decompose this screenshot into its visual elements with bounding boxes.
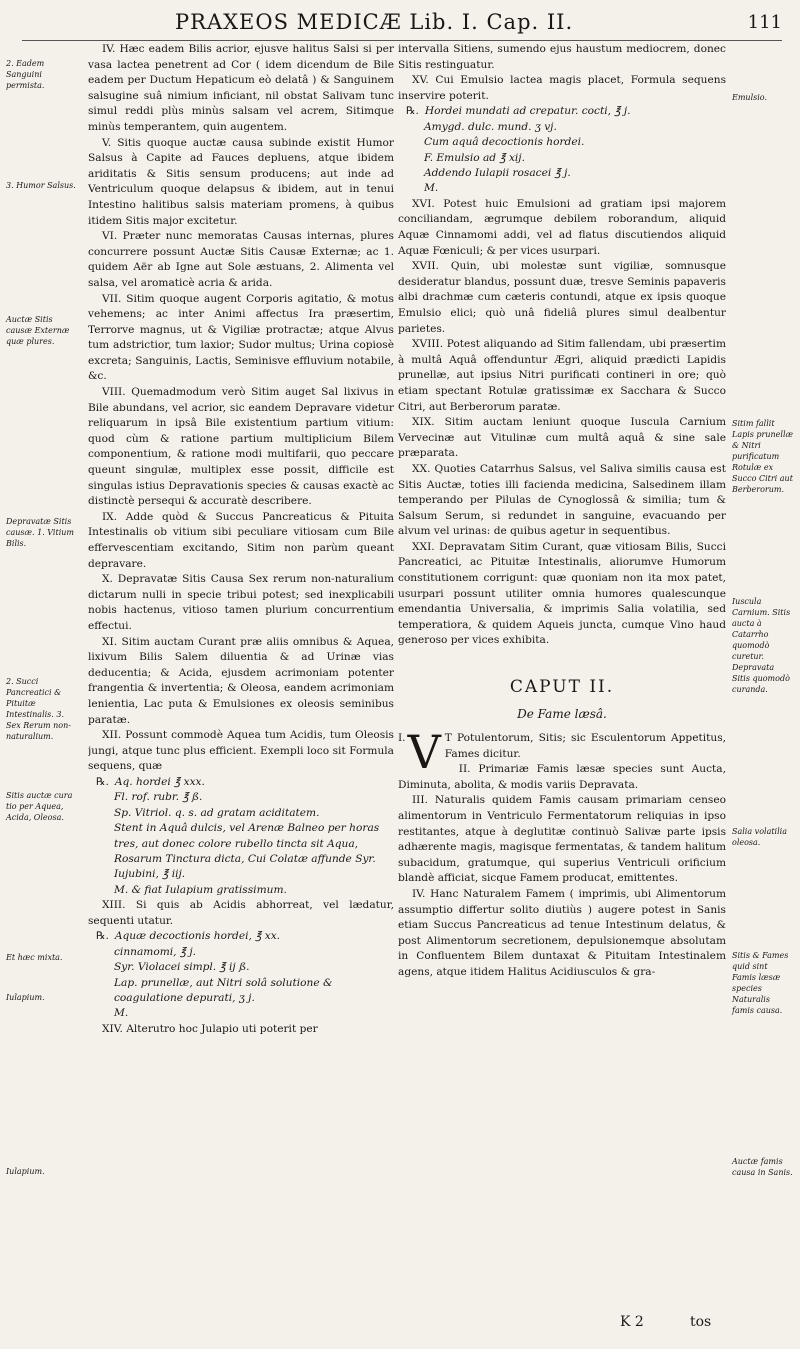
paragraph bbox=[88, 292, 394, 386]
margin-note: Sitis auctæ cura tio per Aquea, Acida, Oleosa. bbox=[6, 791, 73, 822]
paragraph-text: II. Primariæ Famis læsæ species sunt Aucta, Diminuta, abolita, & modis variis Depravata. bbox=[398, 763, 726, 791]
paragraph-text: XII. Possunt commodè Aquea tum Acidis, tum Oleosis jungi, atque tunc plus efficient. Exempli loco sit Formula sequens, quæ bbox=[88, 729, 394, 773]
formula-text: M. bbox=[114, 1007, 129, 1020]
header-rule bbox=[22, 40, 782, 41]
margin-note: Iulapium. bbox=[6, 1167, 45, 1176]
paragraph-text: XIV. Alterutro hoc Julapio uti poterit per bbox=[102, 1022, 318, 1035]
paragraph bbox=[88, 898, 394, 929]
paragraph bbox=[88, 635, 394, 729]
running-title: PRAXEOS MEDICÆ Lib. I. Cap. II. bbox=[175, 10, 574, 34]
catchword: tos bbox=[690, 1314, 712, 1330]
formula-line bbox=[114, 790, 394, 805]
paragraph-text: XXI. Depravatam Sitim Curant, quæ vitiosam Bilis, Succi Pancreatici, ac Pituitæ Intestinalis, aliorumve Humorum constitutionem corrigunt: quæ quoniam non ita mox patet, usurpari possunt utiliter omnia humores qualescunque emendantia Universalia, & imprimis Salia volatilia, sed temperatiora, & quidem Aqueis juncta, cumque Vino haud generoso per vices exhibita. bbox=[398, 540, 726, 647]
formula-text: Lap. prunellæ, aut Nitri solâ solutione & coagulatione depurati, ʒ j. bbox=[114, 976, 333, 1004]
formula-text: M. bbox=[424, 182, 439, 195]
paragraph-text: XVIII. Potest aliquando ad Sitim fallendam, ubi præsertim à multâ Aquâ offenduntur Ægri, aliquid prædicti Lapidis prunellæ, aut ipsius Nitri purificati contineri in ore; quò etiam spectant Rotulæ gratissimæ ex Sacchara & Succo Citri, aut Berberorum paratæ. bbox=[398, 338, 726, 413]
left-text-column bbox=[88, 42, 394, 1332]
paragraph-text: III. Naturalis quidem Famis causam primariam censeo alimentorum in Ventriculo Fermentatorum reliquias in ipso restitantes, atque à deglutitæ continuò Salivæ parte ipsis adhærente magis, magisque fermentatas, & tandem halitum subacidum, gratumque, qui superius Ventriculi orificium blandè afficiat, sicque Famem producat, emittentes. bbox=[398, 794, 726, 885]
paragraph-number: I. bbox=[398, 732, 406, 745]
paragraph-text: IV. Hæc eadem Bilis acrior, ejusve halitus Salsi si per vasa lactea penetrent ad Cor ( idem dicendum de Bile eadem per Ductum Hepaticum eò delatâ ) & Sanguinem salsugine suâ nimium inficiant, nil obstat Salivam tunc simul reddi plùs minùs salsam vel acrem, Sitimque minùs temperantem, quin augentem. bbox=[88, 43, 394, 133]
formula-line bbox=[114, 1006, 394, 1021]
formula-line bbox=[114, 976, 394, 1007]
margin-note: Auctæ Sitis causæ Externæ quæ plures. bbox=[6, 315, 70, 346]
paragraph-text: VII. Sitim quoque augent Corporis agitatio, & motus vehemens; ac inter Animi affectus Ira præsertim, Terrorve magnus, ut & Vigiliæ protractæ; atque Alvus tum adstrictior, tum laxior; Sudor multus; Urina copiosè excreta; Sanguinis, Lactis, Seminisve effluvium notabile, &c. bbox=[88, 292, 394, 383]
recipe-symbol: ℞. bbox=[96, 930, 109, 943]
paragraph bbox=[88, 1022, 394, 1038]
formula-text: Cum aquâ decoctionis hordei. bbox=[424, 136, 585, 149]
margin-note: Depravatæ Sitis causæ. 1. Vitium Bilis. bbox=[6, 517, 74, 548]
formula-line bbox=[96, 929, 394, 944]
paragraph-text: XX. Quoties Catarrhus Salsus, vel Saliva similis causa est Sitis Auctæ, toties illi facienda medicina, Salsedinem illam temperando per Pilulas de Cynoglossâ & similia; tum & Salsum Serum, si redundet in sanguine, evacuando per alvum vel urinas: de quibus agetur in sequentibus. bbox=[398, 462, 726, 538]
prescription-formula bbox=[88, 929, 394, 1021]
formula-line bbox=[424, 151, 726, 166]
formula-text: F. Emulsio ad ℥ xij. bbox=[424, 151, 525, 164]
paragraph-text: XVII. Quin, ubi molestæ sunt vigiliæ, somnusque desideratur blandus, possunt duæ, tresve Seminis papaveris albi drachmæ cum cæteris contundi, atque ex ipsis quoque Emulsio elici; quò unâ fideliâ plures simul dealbentur parietes. bbox=[398, 260, 726, 335]
chapter-subtitle: De Fame læsâ. bbox=[517, 707, 607, 722]
formula-line bbox=[114, 883, 394, 898]
recipe-symbol: ℞. bbox=[406, 105, 419, 118]
margin-note: Auctæ famis causa in Sanis. bbox=[732, 1157, 793, 1177]
margin-note: 2. Succi Pancreatici & Pituitæ Intestinalis. 3. Sex Rerum non-naturalium. bbox=[6, 677, 71, 741]
paragraph-text: IV. Hanc Naturalem Famem ( imprimis, ubi Alimentorum assumptio differtur solito diutiùs ) augere potest in Sanis etiam Succus Pancreaticus ad tenue Intestinum delatus, & post Alimentorum secretionem, depulsionemque absolutam in Confluentem Bilem duntaxat & Pituitam Intestinalem agens, atque itidem Halitus Acidiusculos & gra- bbox=[398, 887, 726, 978]
formula-line bbox=[96, 775, 394, 790]
chapter-title: CAPUT II. bbox=[509, 677, 615, 698]
formula-line bbox=[114, 806, 394, 821]
prescription-formula bbox=[88, 775, 394, 898]
paragraph-text: T Potulentorum, Sitis; sic Esculentorum Appetitus, Fames dicitur. bbox=[444, 732, 726, 760]
formula-line bbox=[114, 821, 394, 883]
paragraph bbox=[88, 136, 394, 230]
paragraph bbox=[398, 197, 726, 259]
margin-note: Sitim fallit Lapis prunellæ & Nitri purificatum Rotulæ ex Succo Citri aut Berberorum. bbox=[732, 419, 794, 494]
paragraph-text: XVI. Potest huic Emulsioni ad gratiam ipsi majorem conciliandam, ægrumque debilem roborandum, aliquid Aquæ Cinnamomi addi, vel ad flatus discutiendos aliquid Aquæ Fœniculi; & per vices usurpari. bbox=[398, 197, 726, 257]
formula-text: cinnamomi, ℥ j. bbox=[114, 945, 197, 958]
recipe-symbol: ℞. bbox=[96, 775, 109, 788]
paragraph bbox=[398, 73, 726, 104]
paragraph bbox=[88, 572, 394, 634]
paragraph-text: XIII. Si quis ab Acidis abhorreat, vel lædatur, sequenti utatur. bbox=[88, 899, 394, 927]
right-text-column bbox=[398, 42, 726, 1332]
paragraph bbox=[398, 42, 726, 73]
paragraph-text: XV. Cui Emulsio lactea magis placet, Formula sequens inservire poterit. bbox=[398, 74, 726, 102]
paragraph bbox=[398, 887, 726, 981]
formula-line bbox=[424, 181, 726, 196]
paragraph bbox=[398, 259, 726, 337]
formula-text: Syr. Violacei simpl. ℥ ij ß. bbox=[114, 961, 250, 974]
paragraph bbox=[88, 510, 394, 572]
paragraph-text: IX. Adde quòd & Succus Pancreaticus & Pituita Intestinalis ob vitium sibi peculiare vitiosam cum Bile effervescentiam excitando, Sitim non parùm queant depravare. bbox=[88, 510, 394, 570]
paragraph bbox=[88, 728, 394, 775]
paragraph bbox=[398, 793, 726, 887]
paragraph-text: VIII. Quemadmodum verò Sitim auget Sal lixivus in Bile abundans, vel acrior, sic eandem Depravare videtur reliquarum in ipsâ Bile existentium partium vitium: quod cùm & ratione partium multiplicium Bilem componentium, & ratione modi multifarii, quo peccare queunt singulæ, multiplex esse possit, difficile est singulas istius Depravationis species & causas exactè ac distinctè persequi & accuratè describere. bbox=[88, 386, 394, 508]
formula-text: Aquæ decoctionis hordei, ℥ xx. bbox=[114, 930, 281, 943]
formula-text: Addendo Iulapii rosacei ℥ j. bbox=[424, 167, 571, 179]
paragraph-text: XI. Sitim auctam Curant præ aliis omnibus & Aquea, lixivum Bilis Salem diluentia & ad Urinæ vias deducentia; & Acida, ejusdem acrimoniam potenter frangentia & invertentia; & Oleosa, eandem acrimoniam lenientia, Lac puta & Emulsiones ex oleosis seminibus paratæ. bbox=[88, 635, 394, 726]
margin-note: Et hæc mixta. bbox=[6, 953, 63, 962]
formula-text: M. & fiat Iulapium gratissimum. bbox=[114, 883, 287, 896]
drop-cap: V bbox=[407, 725, 441, 780]
formula-line bbox=[424, 135, 726, 150]
formula-line bbox=[114, 960, 394, 975]
paragraph-text: XIX. Sitim auctam leniunt quoque Iuscula Carnium Vervecinæ aut Vitulinæ cum multâ aquâ & sine sale præparata. bbox=[398, 416, 726, 460]
paragraph-text: V. Sitis quoque auctæ causa subinde existit Humor Salsus à Capite ad Fauces depluens, atque ibidem ariditatis & Sitis sensum producens; aut inde ad Ventriculum quoque delapsus & ibidem, aut in tenui Intestino halitibus salsis materiam promens, à quibus itidem Sitis major excitetur. bbox=[88, 136, 394, 227]
paragraph bbox=[88, 385, 394, 510]
signature-mark: K 2 bbox=[620, 1314, 644, 1330]
paragraph bbox=[398, 337, 726, 415]
page-number: 111 bbox=[747, 12, 782, 33]
margin-note: 3. Humor Salsus. bbox=[6, 181, 76, 190]
paragraph-text: VI. Præter nunc memoratas Causas internas, plures concurrere possunt Auctæ Sitis Causæ Externæ; ac 1. quidem Aër ab Igne aut Sole æstuans, 2. Alimenta vel salsa, vel aromaticè acria & arida. bbox=[88, 230, 394, 289]
formula-text: Stent in Aquâ dulcis, vel Arenæ Balneo per horas tres, aut donec colore rubello tincta sit Aqua, Rosarum Tinctura dicta, Cui Colatæ affunde Syr. Iujubini, ℥ iij. bbox=[114, 822, 380, 881]
paragraph-text: intervalla Sitiens, sumendo ejus haustum mediocrem, donec Sitis restinguatur. bbox=[398, 43, 726, 71]
prescription-formula bbox=[398, 104, 726, 196]
margin-note: Iulapium. bbox=[6, 993, 45, 1002]
formula-line bbox=[424, 166, 726, 181]
paragraph bbox=[398, 462, 726, 540]
margin-note: Emulsio. bbox=[732, 93, 768, 102]
formula-text: Fl. rof. rubr. ℥ ß. bbox=[114, 791, 203, 804]
formula-text: Hordei mundati ad crepatur. cocti, ℥ j. bbox=[424, 105, 631, 118]
paragraph bbox=[398, 762, 726, 793]
page-header bbox=[0, 4, 800, 38]
formula-text: Aq. hordei ℥ xxx. bbox=[114, 775, 205, 788]
formula-line bbox=[424, 120, 726, 135]
margin-note: Salia volatilia oleosa. bbox=[732, 827, 788, 847]
paragraph bbox=[88, 229, 394, 291]
margin-note: Sitis & Fames quid sint Famis læsæ species Naturalis famis causa. bbox=[732, 951, 789, 1015]
paragraph bbox=[88, 42, 394, 136]
formula-line bbox=[406, 104, 726, 119]
formula-line bbox=[114, 945, 394, 960]
margin-note: 2. Eadem Sanguini permista. bbox=[6, 59, 45, 90]
paragraph bbox=[398, 540, 726, 649]
paragraph-text: X. Depravatæ Sitis Causa Sex rerum non-naturalium dictarum nulli in specie tribui potest; sed inexplicabili nobis hactenus, vitioso tamen plurium concurrentium effectui. bbox=[88, 573, 394, 632]
formula-text: Sp. Vitriol. q. s. ad gratam aciditatem. bbox=[114, 806, 320, 819]
paragraph bbox=[398, 415, 726, 462]
margin-note: Iuscula Carnium. Sitis aucta à Catarrho quomodò curetur. Depravata Sitis quomodò curanda. bbox=[732, 597, 791, 694]
formula-text: Amygd. dulc. mund. ʒ vj. bbox=[424, 120, 557, 133]
